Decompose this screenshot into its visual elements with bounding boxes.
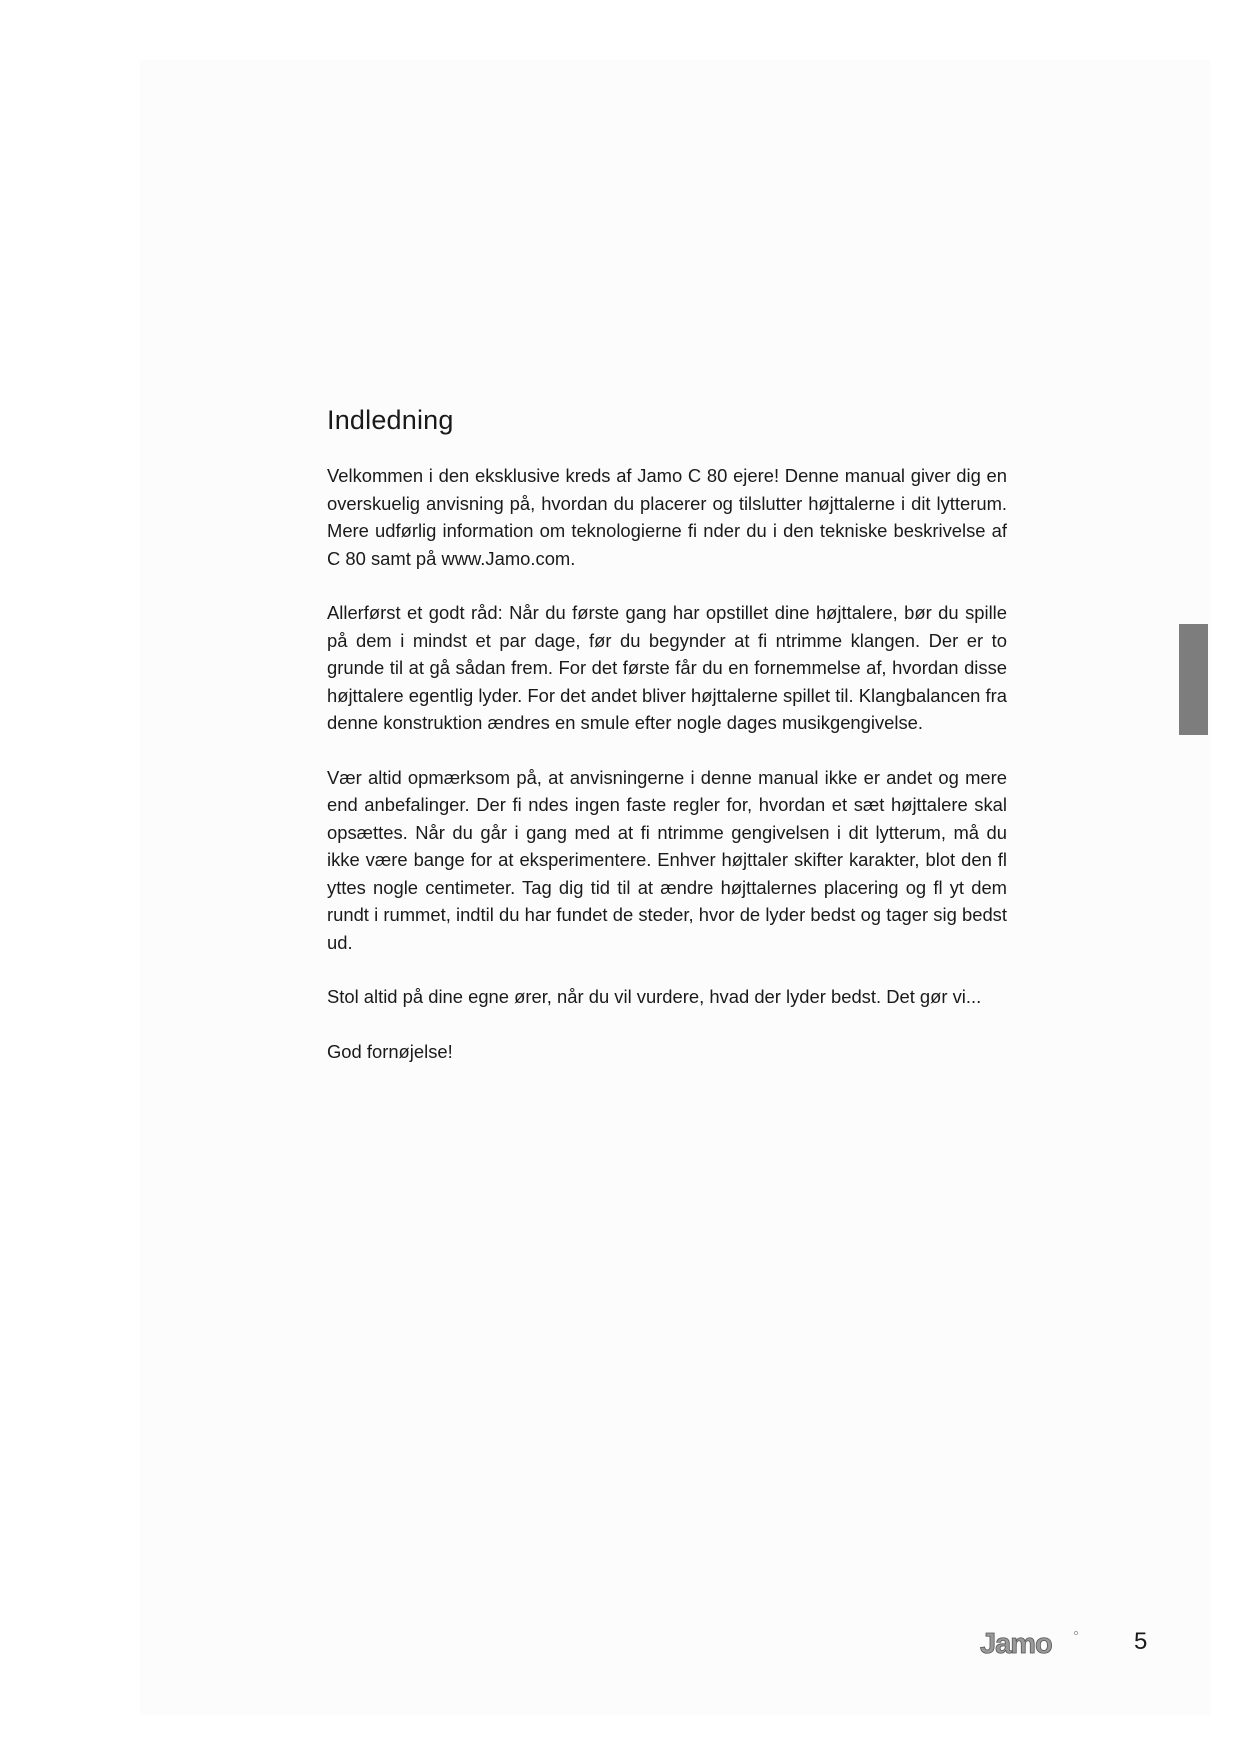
paragraph-closing: God fornøjelse! (327, 1040, 453, 1062)
document-body (327, 405, 1007, 1092)
jamo-logo-text: Jamo (980, 1628, 1052, 1660)
paragraph-recommendations: Vær altid opmærksom på, at anvisningerne i denne manual ikke er andet og mere end anbefalinger. Der fi ndes ingen faste regler for, hvordan et sæt højttalere skal opsættes. Når du går i gang med at fi ntrimme gengivelsen i dit lytterum, må du ikke være bange for at eksperimentere. Enhver højttaler skifter karakter, blot den fl yttes nogle centimeter. Tag dig tid til at ændre højttalernes placering og fl yt dem rundt i rummet, indtil du har fundet de steder, hvor de lyder bedst og tager sig bedst ud. (327, 766, 1007, 953)
paragraph-advice: Allerførst et godt råd: Når du første gang har opstillet dine højttalere, bør du spille på dem i mindst et par dage, før du begynder at fi ntrimme klangen. Der er to grunde til at gå sådan frem. For det første får du en fornemmelse af, hvordan disse højttalere egentlig lyder. For det andet bliver højttalerne spillet til. Klangbalancen fra denne konstruktion ændres en smule efter nogle dages musikgengivelse. (327, 602, 1007, 733)
page-number: 5 (1134, 1628, 1148, 1655)
section-side-tab (1179, 624, 1208, 735)
section-heading: Indledning (327, 405, 454, 435)
jamo-logo (978, 1626, 1082, 1660)
paragraph-trust-ears: Stol altid på dine egne ører, når du vil vurdere, hvad der lyder bedst. Det gør vi... (327, 986, 982, 1007)
paragraph-intro: Velkommen i den eksklusive kreds af Jamo C 80 ejere! Denne manual giver dig en overskuelig anvisning på, hvordan du placerer og tilslutter højttalerne i dit lytterum. Mere udførlig information om teknologierne fi nder du i den tekniske beskrivelse af C 80 samt på www.Jamo.com. (327, 465, 1007, 569)
trademark-mark (1074, 1631, 1077, 1634)
